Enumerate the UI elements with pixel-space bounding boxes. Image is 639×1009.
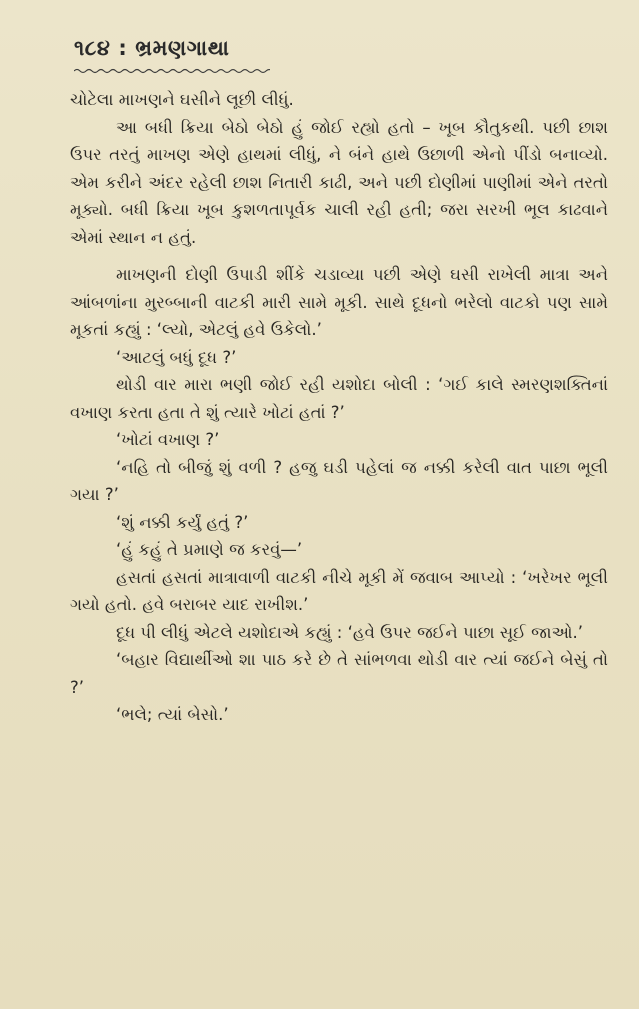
header-wavy-rule: [74, 68, 270, 74]
paragraph: ‘નહિ તો બીજું શું વળી ? હજુ ઘડી પહેલાં જ નક્કી કરેલી વાત પાછા ભૂલી ગયા ?’: [70, 457, 608, 504]
paragraph: દૂધ પી લીધું એટલે યશોદાએ કહ્યું : ‘હવે ઉપર જઈને પાછા સૂઈ જાઓ.’: [116, 622, 583, 642]
page-header: [74, 28, 229, 68]
dialogue-line: ‘ખોટાં વખાણ ?’: [116, 430, 220, 449]
paragraph: ચોટેલા માખણને ઘસીને લૂછી લીધું.: [70, 90, 294, 109]
dialogue-line: ‘ભલે; ત્યાં બેસો.’: [116, 705, 229, 724]
book-title: ભ્રમણગાથા: [135, 35, 230, 60]
paragraph: માખણની દોણી ઉપાડી શીંકે ચડાવ્યા પછી એણે ઘસી રાખેલી માત્રા અને આંબળાંના મુરબ્બાની વાટકી મારી સામે મૂકી. સાથે દૂધનો ભરેલો વાટકો પણ સામે મૂકતાં કહ્યું : ‘લ્યો, એટલું હવે ઉકેલો.’: [70, 265, 608, 339]
header-separator: :: [118, 36, 128, 60]
page-body: [70, 86, 608, 729]
paragraph: થોડી વાર મારા ભણી જોઈ રહી યશોદા બોલી : ‘ગઈ કાલે સ્મરણશક્તિનાં વખાણ કરતા હતા તે શું ત્યારે ખોટાં હતાં ?’: [70, 375, 608, 422]
paragraph: હસતાં હસતાં માત્રાવાળી વાટકી નીચે મૂકી મેં જવાબ આપ્યો : ‘ખરેખર ભૂલી ગયો હતો. હવે બરાબર યાદ રાખીશ.’: [70, 567, 608, 614]
dialogue-line: ‘આટલું બધું દૂધ ?’: [116, 347, 237, 367]
dialogue-line: ‘શું નક્કી કર્યું હતું ?’: [116, 512, 249, 532]
paragraph: આ બધી ક્રિયા બેઠો બેઠો હું જોઈ રહ્યો હતો – ખૂબ કૌતુકથી. પછી છાશ ઉપર તરતું માખણ એણે હાથમાં લીધું, ને બંને હાથે ઉછાળી એનો પીંડો બનાવ્યો. એમ કરીને અંદર રહેલી છાશ નિતારી કાઢી, અને પછી દોણીમાં પાણીમાં એને તરતો મૂક્યો. બધી ક્રિયા ખૂબ કુશળતાપૂર્વક ચાલી રહી હતી; જરા સરખી ભૂલ કાઢવાને એમાં સ્થાન ન હતું.: [70, 117, 608, 247]
page-number: ૧૮૪: [74, 35, 111, 60]
dialogue-line: ‘હું કહું તે પ્રમાણે જ કરવું—’: [116, 540, 303, 559]
paragraph: ‘બહાર વિદ્યાર્થીઓ શા પાઠ કરે છે તે સાંભળવા થોડી વાર ત્યાં જઈને બેસું તો ?’: [70, 650, 608, 697]
